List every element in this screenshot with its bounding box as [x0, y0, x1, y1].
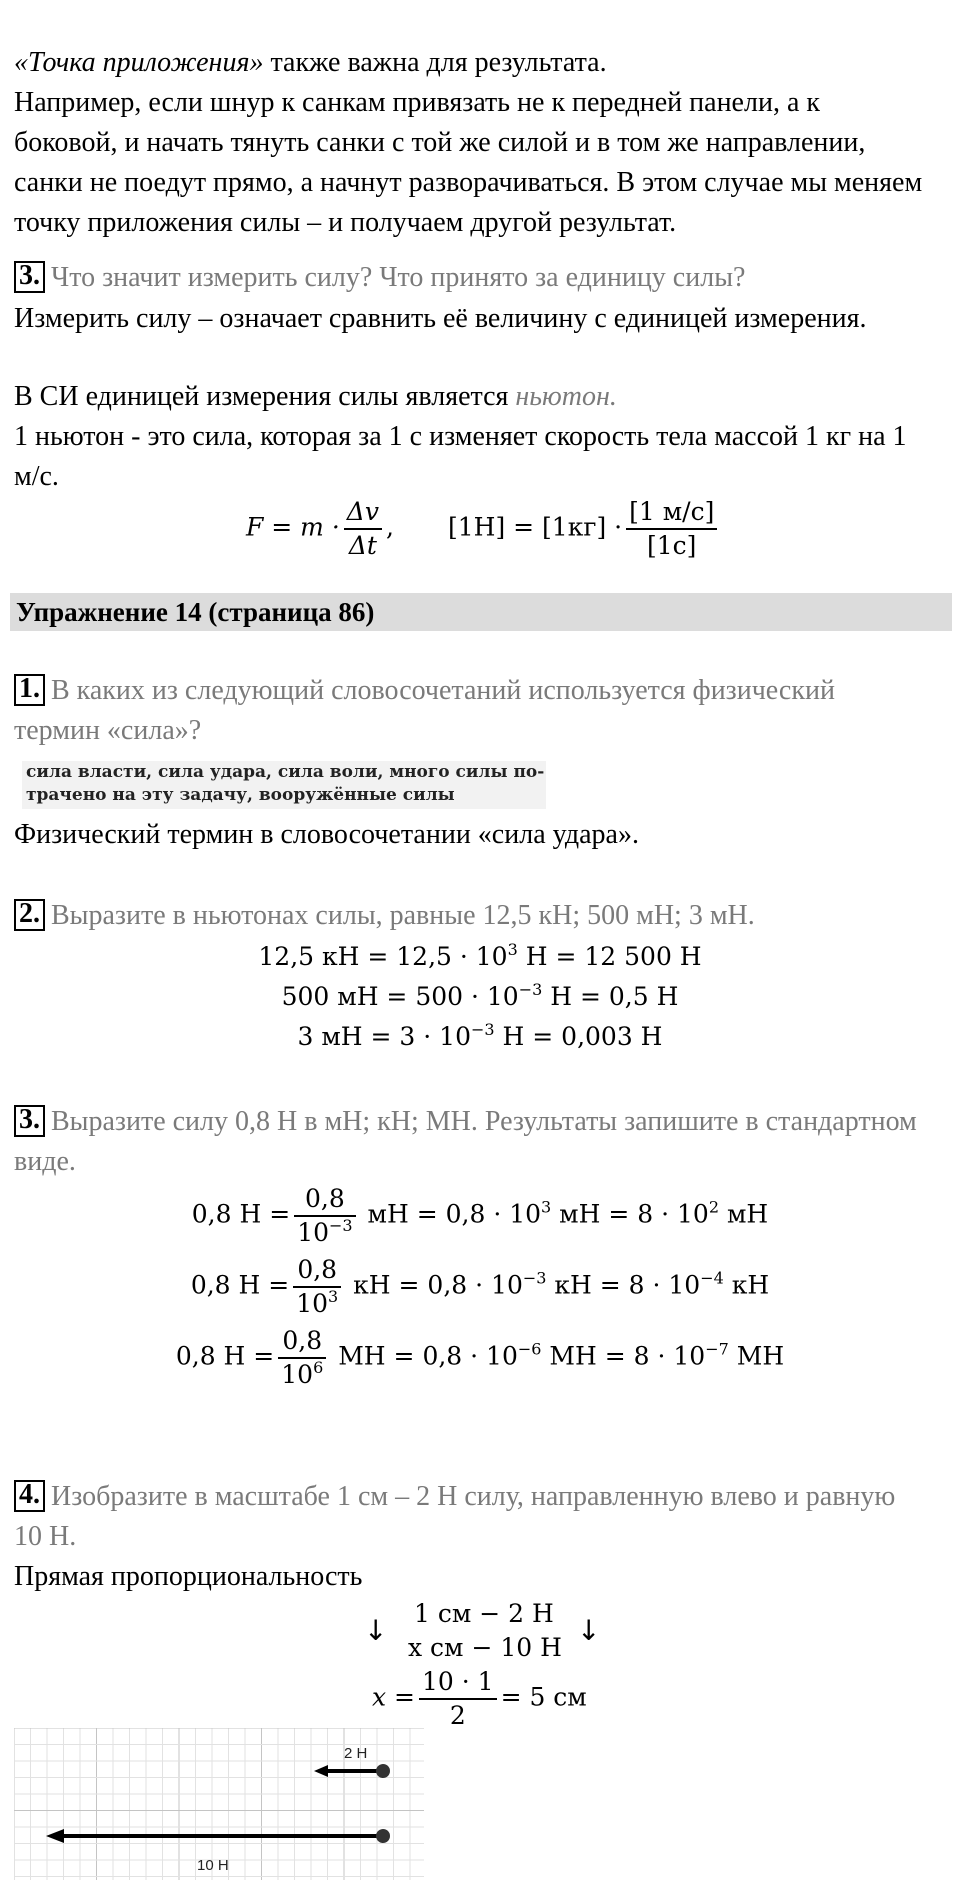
answer-3: Измерить силу – означает сравнить её величину с единицей измерения.	[14, 303, 867, 334]
fraction: $\frac{0,8}{10^3}$	[293, 1254, 341, 1320]
exercise-3-question-line-1: 3. Выразите силу 0,8 Н в мН; кН; МН. Результаты запишите в стандартном	[14, 1103, 917, 1141]
exercise-2-question: 2. Выразите в ньютонах силы, равные 12,5 кН; 500 мН; 3 мН.	[14, 897, 755, 935]
newton-definition-line-1: 1 ньютон - это сила, которая за 1 с изменяет скорость тела массой 1 кг на 1	[14, 421, 907, 452]
fraction: $\frac{\Delta v}{\Delta t}$	[344, 496, 382, 562]
question-number: 4.	[14, 1480, 45, 1512]
unit-formula: [1Н] = [1кг] · $\frac{[1 м/с]}{[1с]}$	[448, 496, 721, 562]
arrow-down-icon: ↓	[577, 1614, 601, 1647]
proportion-method: Прямая пропорциональность	[14, 1561, 363, 1592]
exercise-1-question-line-1: 1. В каких из следующий словосочетаний используется физический	[14, 672, 835, 710]
arrowhead-icon	[46, 1829, 64, 1843]
si-unit-line: В СИ единицей измерения силы является ньютон.	[14, 381, 617, 412]
textbook-excerpt: сила власти, сила удара, сила воли, много силы по- трачено на эту задачу, вооружённые силы	[22, 761, 546, 809]
intro-line-4: санки не поедут прямо, а начнут разворачиваться. В этом случае мы меняем	[14, 167, 923, 198]
application-point	[376, 1829, 390, 1843]
conversion-to-meganewton: 0,8 Н = $\frac{0,8}{10^6}$ МН = $0,8 \cdot 10^{-6}$ МН = $8 \cdot 10^{-7}$ МН	[175, 1326, 785, 1389]
x-solution: x = $\frac{10 \cdot 1}{2}$ = 5 см	[372, 1667, 587, 1730]
question-text: Что значит измерить силу? Что принято за единицу силы?	[51, 262, 746, 293]
intro-line-1: «Точка приложения» также важна для результата.	[14, 47, 607, 78]
intro-line-5: точку приложения силы – и получаем другой результат.	[14, 207, 677, 238]
fraction: $\frac{10 \cdot 1}{2}$	[419, 1666, 497, 1732]
fraction: $\frac{[1 м/с]}{[1с]}$	[626, 496, 717, 562]
conversion-3mn: 3 мН = $3 \cdot 10^{-3}$ Н = 0,003 Н	[297, 1020, 663, 1051]
exercise-section-header: Упражнение 14 (страница 86)	[10, 593, 952, 631]
fraction: $\frac{0,8}{10^6}$	[278, 1325, 326, 1391]
question-number: 1.	[14, 674, 45, 706]
question-number: 3.	[14, 1105, 45, 1137]
conversion-to-kn: 0,8 Н = $\frac{0,8}{10^3}$ кН = $0,8 \cdot 10^{-3}$ кН = $8 \cdot 10^{-4}$ кН	[190, 1255, 770, 1318]
newton-term: ньютон.	[515, 381, 617, 412]
label-10n: 10 Н	[197, 1857, 229, 1874]
arrowhead-icon	[314, 1765, 328, 1777]
arrow-down-icon: ↓	[364, 1614, 388, 1647]
application-point	[376, 1764, 390, 1778]
intro-line-3: боковой, и начать тянуть санки с той же силой и в том же направлении,	[14, 127, 866, 158]
exercise-3-question-line-2: виде.	[14, 1146, 76, 1177]
label-2n: 2 Н	[344, 1745, 368, 1762]
question-3	[14, 259, 745, 297]
force-formula: F = m · $\frac{\Delta v}{\Delta t}$ ,	[246, 497, 394, 560]
conversion-500mn: 500 мН = $500 \cdot 10^{-3}$ Н = 0,5 Н	[281, 980, 679, 1011]
exercise-4-question-line-2: 10 Н.	[14, 1521, 77, 1552]
question-number: 2.	[14, 899, 45, 931]
exercise-4-question-line-1: 4. Изобразите в масштабе 1 см – 2 Н силу, направленную влево и равную	[14, 1478, 895, 1516]
exercise-1-question-line-2: термин «сила»?	[14, 715, 202, 746]
question-number: 3.	[14, 261, 45, 293]
conversion-to-mn: 0,8 Н = $\frac{0,8}{10^{-3}}$ мН = $0,8 \cdot 10^3$ мН = $8 \cdot 10^2$ мН	[191, 1184, 769, 1247]
proportion-row-1: 1 см − 2 Н	[414, 1599, 554, 1628]
conversion-kn: 12,5 кН = $12,5 \cdot 10^3$ Н = 12 500 Н	[258, 940, 702, 971]
exercise-1-answer: Физический термин в словосочетании «сила удара».	[14, 819, 639, 850]
force-diagram	[14, 1728, 424, 1880]
proportion-row-2: x см − 10 Н	[408, 1633, 562, 1662]
newton-definition-line-2: м/с.	[14, 461, 59, 492]
fraction: $\frac{0,8}{10^{-3}}$	[294, 1183, 355, 1249]
application-point-term: «Точка приложения»	[14, 47, 264, 78]
intro-line-2: Например, если шнур к санкам привязать не к передней панели, а к	[14, 87, 820, 118]
